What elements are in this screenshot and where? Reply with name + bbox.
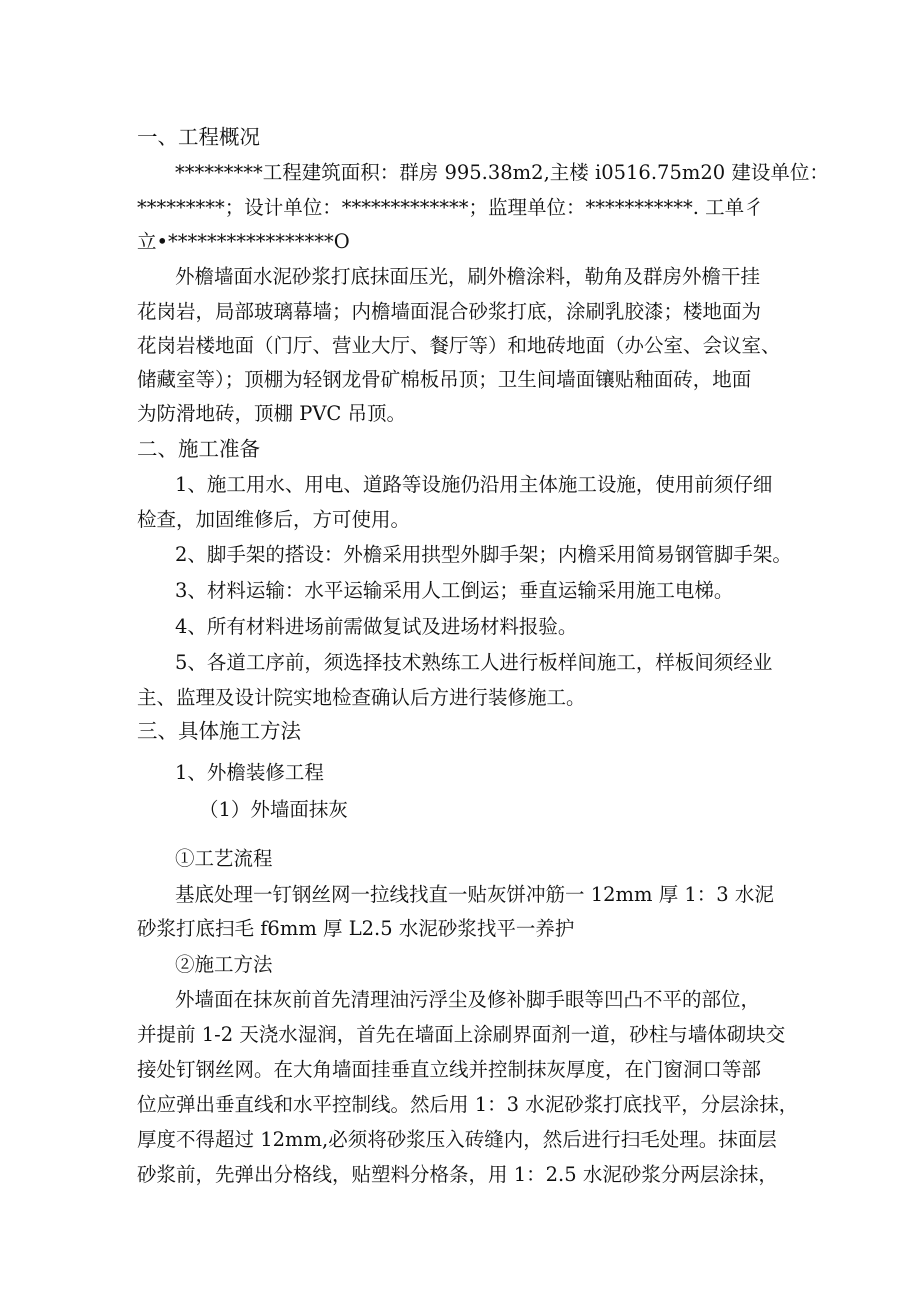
step1-line2: 砂浆打底扫毛 f6mm 厚 L2.5 水泥砂浆找平一养护 — [137, 917, 575, 940]
prep-item5-line2: 主、监理及设计院实地检查确认后方进行装修施工。 — [137, 686, 586, 709]
overview-para2-line1: 外檐墙面水泥砂浆打底抹面压光，刷外檐涂料，勒角及群房外檐干挂 — [175, 265, 761, 288]
step1-title: ①工艺流程 — [175, 847, 273, 870]
prep-item4: 4、所有材料进场前需做复试及进场材料报验。 — [175, 615, 578, 638]
overview-para2-line4: 储藏室等）；顶棚为轻钢龙骨矿棉板吊顶；卫生间墙面镶贴釉面砖，地面 — [137, 368, 752, 391]
section-heading-overview: 一、工程概况 — [137, 125, 260, 149]
prep-item1-line2: 检查，加固维修后，方可使用。 — [137, 508, 411, 531]
overview-para1-line2: *********；设计单位：*************；监理单位：***********. 工单彳 — [137, 196, 764, 219]
step2-line2: 并提前 1-2 天浇水湿润，首先在墙面上涂刷界面剂一道，砂柱与墙体砌块交 — [137, 1023, 786, 1046]
overview-para1-line3: 立•*****************O — [137, 230, 350, 253]
step2-line3: 接处钉钢丝网。在大角墙面挂垂直立线并控制抹灰厚度，在门窗洞口等部 — [137, 1058, 762, 1081]
prep-item1-line1: 1、施工用水、用电、道路等设施仍沿用主体施工设施，使用前须仔细 — [175, 473, 773, 496]
subsection-exterior-decoration: 1、外檐装修工程 — [175, 761, 324, 784]
step2-line5: 厚度不得超过 12mm,必须将砂浆压入砖缝内，然后进行扫毛处理。抹面层 — [137, 1128, 777, 1151]
overview-para2-line5: 为防滑地砖，顶棚 PVC 吊顶。 — [137, 402, 407, 425]
step1-line1: 基底处理一钉钢丝网一拉线找直一贴灰饼冲筋一 12mm 厚 1：3 水泥 — [175, 883, 774, 906]
section-heading-methods: 三、具体施工方法 — [137, 719, 301, 743]
subsection-exterior-plastering: （1）外墙面抹灰 — [199, 798, 348, 821]
overview-para2-line2: 花岗岩，局部玻璃幕墙；内檐墙面混合砂浆打底，涂刷乳胶漆；楼地面为 — [137, 300, 762, 323]
step2-line4: 位应弹出垂直线和水平控制线。然后用 1：3 水泥砂浆打底找平，分层涂抹， — [137, 1093, 799, 1116]
step2-line6: 砂浆前，先弹出分格线，贴塑料分格条，用 1：2.5 水泥砂浆分两层涂抹， — [137, 1163, 778, 1186]
overview-para2-line3: 花岗岩楼地面（门厅、营业大厅、餐厅等）和地砖地面（办公室、会议室、 — [137, 334, 781, 357]
overview-para1-line1: *********工程建筑面积：群房 995.38m2,主楼 i0516.75m20 建设单位： — [175, 161, 829, 184]
prep-item2: 2、脚手架的搭设：外檐采用拱型外脚手架；内檐采用简易钢管脚手架。 — [175, 543, 792, 566]
section-heading-preparation: 二、施工准备 — [137, 437, 260, 461]
step2-title: ②施工方法 — [175, 953, 273, 976]
prep-item3: 3、材料运输：水平运输采用人工倒运；垂直运输采用施工电梯。 — [175, 579, 734, 602]
prep-item5-line1: 5、各道工序前，须选择技术熟练工人进行板样间施工，样板间须经业 — [175, 651, 773, 674]
step2-line1: 外墙面在抹灰前首先清理油污浮尘及修补脚手眼等凹凸不平的部位， — [175, 988, 761, 1011]
